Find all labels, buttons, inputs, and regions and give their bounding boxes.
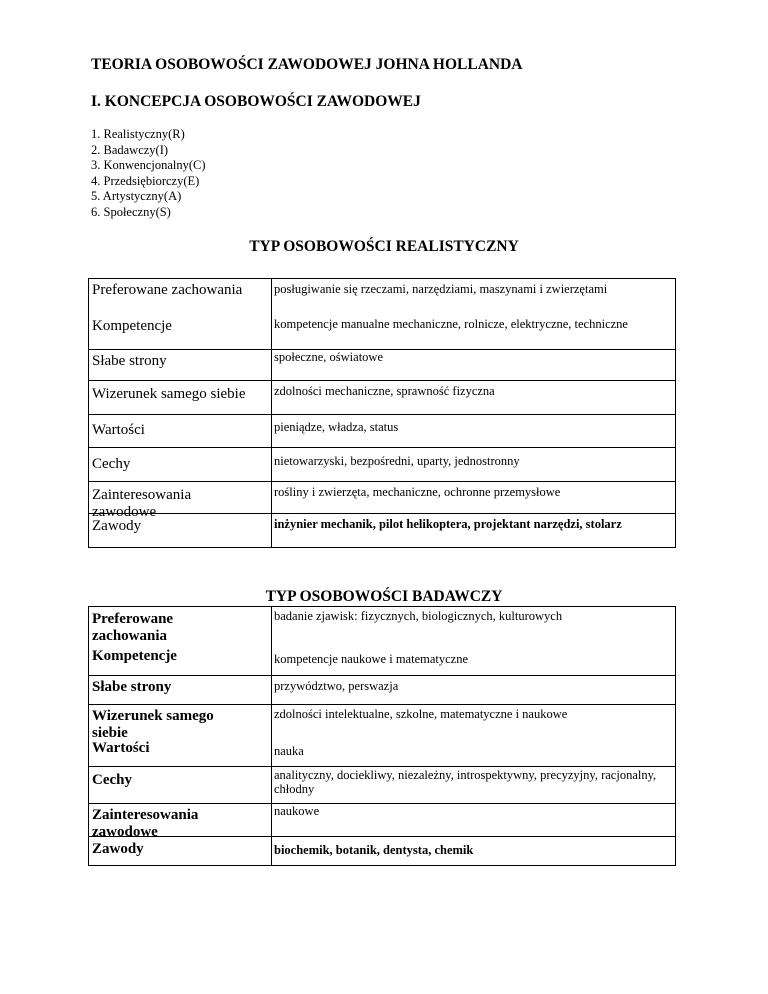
- list-item: 4. Przedsiębiorczy(E): [91, 173, 200, 188]
- list-item: 2. Badawczy(I): [91, 142, 169, 157]
- row-label: Preferowane zachowania: [92, 611, 174, 644]
- table-row: [89, 482, 675, 520]
- row-value: inżynier mechanik, pilot helikoptera, projektant narzędzi, stolarz: [274, 517, 622, 531]
- row-label: Zainteresowania zawodowe: [92, 487, 192, 520]
- row-value: posługiwanie się rzeczami, narzędziami, maszynami i zwierzętami: [274, 282, 608, 296]
- table-row: [89, 513, 675, 548]
- table-row: [89, 448, 675, 482]
- personality-types-list: [91, 127, 206, 220]
- row-value: nietowarzyski, bezpośredni, uparty, jednostronny: [274, 454, 520, 468]
- row-value: pieniądze, władza, status: [274, 420, 399, 434]
- table-row: [89, 414, 675, 448]
- row-label: Zawody: [92, 518, 142, 534]
- list-item: 6. Społeczny(S): [91, 204, 171, 219]
- table-row: [89, 705, 675, 739]
- document-title: TEORIA OSOBOWOŚCI ZAWODOWEJ JOHNA HOLLANDA: [91, 56, 523, 73]
- row-value: naukowe: [274, 804, 320, 818]
- row-label: Cechy: [92, 772, 132, 788]
- table-row: [89, 350, 675, 380]
- row-label: Preferowane zachowania: [92, 282, 243, 298]
- list-item: 5. Artystyczny(A): [91, 189, 182, 203]
- row-label: Wizerunek samego siebie: [92, 708, 214, 741]
- row-value: przywództwo, perswazja: [274, 679, 399, 693]
- row-value: zdolności intelektualne, szkolne, matematyczne i naukowe: [274, 707, 568, 721]
- row-label: Kompetencje: [92, 318, 172, 334]
- table-row: [89, 836, 675, 865]
- table-row: [89, 643, 675, 676]
- row-value: rośliny i zwierzęta, mechaniczne, ochronne przemysłowe: [274, 485, 561, 499]
- table-row: [89, 380, 675, 415]
- row-value: nauka: [274, 744, 304, 758]
- investigative-type-title: TYP OSOBOWOŚCI BADAWCZY: [265, 588, 503, 605]
- realistic-type-title: TYP OSOBOWOŚCI REALISTYCZNY: [249, 238, 519, 255]
- row-label: Kompetencje: [92, 648, 177, 664]
- row-label: Wartości: [92, 422, 145, 438]
- row-value: analityczny, dociekliwy, niezależny, introspektywny, precyzyjny, racjonalny, chłodny: [274, 768, 657, 796]
- table-row: [89, 279, 675, 317]
- table-row: [89, 767, 675, 803]
- table-row: [89, 317, 675, 350]
- list-item: 3. Konwencjonalny(C): [91, 158, 206, 172]
- row-label: Słabe strony: [92, 679, 172, 695]
- row-label: Zawody: [92, 841, 144, 857]
- row-label: Wartości: [92, 740, 150, 756]
- row-value: społeczne, oświatowe: [274, 350, 383, 364]
- row-label: Zainteresowania zawodowe: [92, 807, 199, 840]
- table-row: [89, 676, 675, 705]
- row-label: Cechy: [92, 456, 131, 472]
- realistic-type-table: [88, 278, 676, 548]
- section-heading: I. KONCEPCJA OSOBOWOŚCI ZAWODOWEJ: [91, 93, 421, 110]
- row-value: badanie zjawisk: fizycznych, biologicznych, kulturowych: [274, 609, 563, 623]
- row-value: biochemik, botanik, dentysta, chemik: [274, 843, 474, 857]
- row-label: Słabe strony: [92, 353, 167, 369]
- row-value: zdolności mechaniczne, sprawność fizyczna: [273, 384, 672, 398]
- list-item: 1. Realistyczny(R): [91, 127, 185, 141]
- table-row: [89, 607, 675, 643]
- row-value: kompetencje naukowe i matematyczne: [274, 652, 469, 666]
- table-row: [89, 803, 675, 840]
- row-label: Wizerunek samego siebie: [92, 386, 246, 402]
- row-value: kompetencje manualne mechaniczne, rolnicze, elektryczne, techniczne: [274, 317, 628, 331]
- investigative-type-table: [88, 606, 676, 866]
- table-row: [89, 739, 675, 767]
